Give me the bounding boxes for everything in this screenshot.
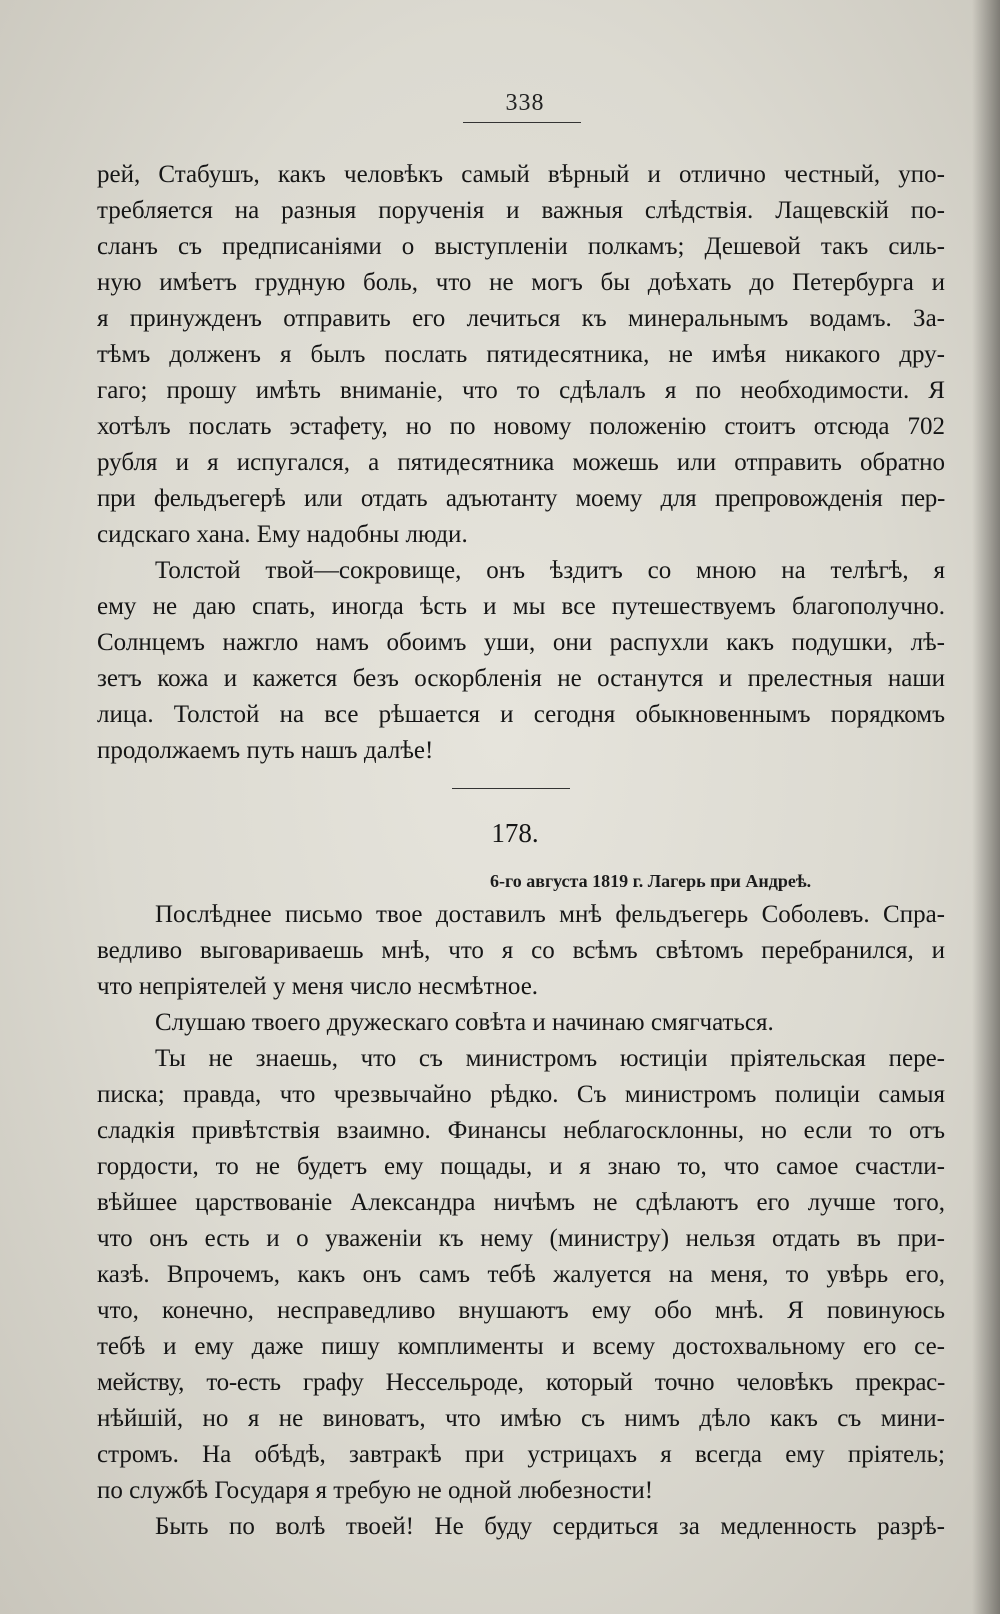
text-line: что непріятелей у меня число несмѣтное. bbox=[97, 973, 539, 1000]
text-line: ную имѣетъ грудную боль, что не могъ бы доѣхать до Петербурга и bbox=[97, 269, 945, 296]
text-line: вѣйшее царствованіе Александра ничѣмъ не сдѣлаютъ его лучше того, bbox=[97, 1189, 945, 1216]
text-line: Солнцемъ нажгло намъ обоимъ уши, они распухли какъ подушки, лѣ- bbox=[97, 629, 945, 656]
text-line: что, конечно, несправедливо внушаютъ ему обо мнѣ. Я повинуюсь bbox=[97, 1297, 945, 1324]
text-line: казѣ. Впрочемъ, какъ онъ самъ тебѣ жалуется на меня, то увѣрь его, bbox=[97, 1261, 945, 1288]
text-line: лица. Толстой на все рѣшается и сегодня обыкновеннымъ порядкомъ bbox=[97, 701, 945, 728]
text-line: сидскаго хана. Ему надобны люди. bbox=[97, 521, 468, 548]
text-line: Ты не знаешь, что съ министромъ юстиціи пріятельская пере- bbox=[155, 1045, 945, 1072]
text-line: что онъ есть и о уваженіи къ нему (министру) нельзя отдать въ при- bbox=[97, 1225, 945, 1252]
text-line: гордости, то не будетъ ему пощады, и я знаю то, что самое счастли- bbox=[97, 1153, 945, 1180]
text-line: писка; правда, что чрезвычайно рѣдко. Съ министромъ полиціи самыя bbox=[97, 1081, 945, 1108]
letter-dateline: 6-го августа 1819 г. Лагерь при Андреѣ. bbox=[490, 871, 812, 891]
text-line: зетъ кожа и кажется безъ оскорбленія не останутся и прелестныя наши bbox=[97, 665, 945, 692]
text-line: ведливо выговариваешь мнѣ, что я со всѣмъ свѣтомъ перебранился, и bbox=[97, 937, 945, 964]
text-line: ему не даю спать, иногда ѣсть и мы все путешествуемъ благополучно. bbox=[97, 593, 945, 620]
letter-number: 178. bbox=[491, 818, 539, 848]
text-line: мейству, то-есть графу Нессельроде, который точно человѣкъ прекрас- bbox=[97, 1369, 945, 1396]
text-line: по службѣ Государя я требую не одной любезности! bbox=[97, 1477, 654, 1504]
text-line: нѣйшій, но я не виноватъ, что имѣю съ нимъ дѣло какъ съ мини- bbox=[97, 1405, 945, 1432]
text-line: сланъ съ предписаніями о выступленіи полкамъ; Дешевой такъ силь- bbox=[97, 233, 945, 260]
section-divider bbox=[452, 788, 570, 789]
text-line: при фельдъегерѣ или отдать адъютанту моему для препровожденія пер- bbox=[97, 485, 945, 512]
letter-body bbox=[97, 897, 945, 1545]
page-number: 338 bbox=[505, 90, 545, 116]
text-line: продолжаемъ путь нашъ далѣе! bbox=[97, 737, 434, 764]
text-line: рубля и я испугался, а пятидесятника можешь или отправить обратно bbox=[97, 449, 945, 476]
text-line: тѣмъ долженъ я былъ послать пятидесятника, не имѣя никакого дру- bbox=[97, 341, 945, 368]
text-line: Слушаю твоего дружескаго совѣта и начинаю смягчаться. bbox=[155, 1009, 774, 1036]
text-line: Быть по волѣ твоей! Не буду сердиться за медленность разрѣ- bbox=[155, 1513, 945, 1540]
text-line: требляется на разныя порученія и важныя слѣдствія. Лащевскій по- bbox=[97, 197, 945, 224]
text-line: я принужденъ отправить его лечиться къ минеральнымъ водамъ. За- bbox=[97, 305, 945, 332]
header-rule bbox=[463, 122, 581, 123]
text-line: Послѣднее письмо твое доставилъ мнѣ фельдъегерь Соболевъ. Спра- bbox=[155, 901, 945, 928]
text-line: тебѣ и ему даже пишу комплименты и всему достохвальному его се- bbox=[97, 1333, 945, 1360]
text-line: стромъ. На обѣдѣ, завтракѣ при устрицахъ я всегда ему пріятель; bbox=[97, 1441, 945, 1468]
text-line: рей, Стабушъ, какъ человѣкъ самый вѣрный и отлично честный, упо- bbox=[97, 161, 945, 188]
text-line: Толстой твой—сокровище, онъ ѣздитъ со мною на телѣгѣ, я bbox=[155, 557, 945, 584]
paragraph-top bbox=[97, 157, 945, 553]
text-line: хотѣлъ послать эстафету, но по новому положенію стоитъ отсюда 702 bbox=[97, 413, 945, 440]
paragraph-tolstoy bbox=[97, 553, 945, 769]
page-edge-shadow bbox=[972, 0, 1000, 1614]
text-line: сладкія привѣтствія взаимно. Финансы неблагосклонны, но если то отъ bbox=[97, 1117, 945, 1144]
text-line: гаго; прошу имѣть вниманіе, что то сдѣлалъ я по необходимости. Я bbox=[97, 377, 945, 404]
